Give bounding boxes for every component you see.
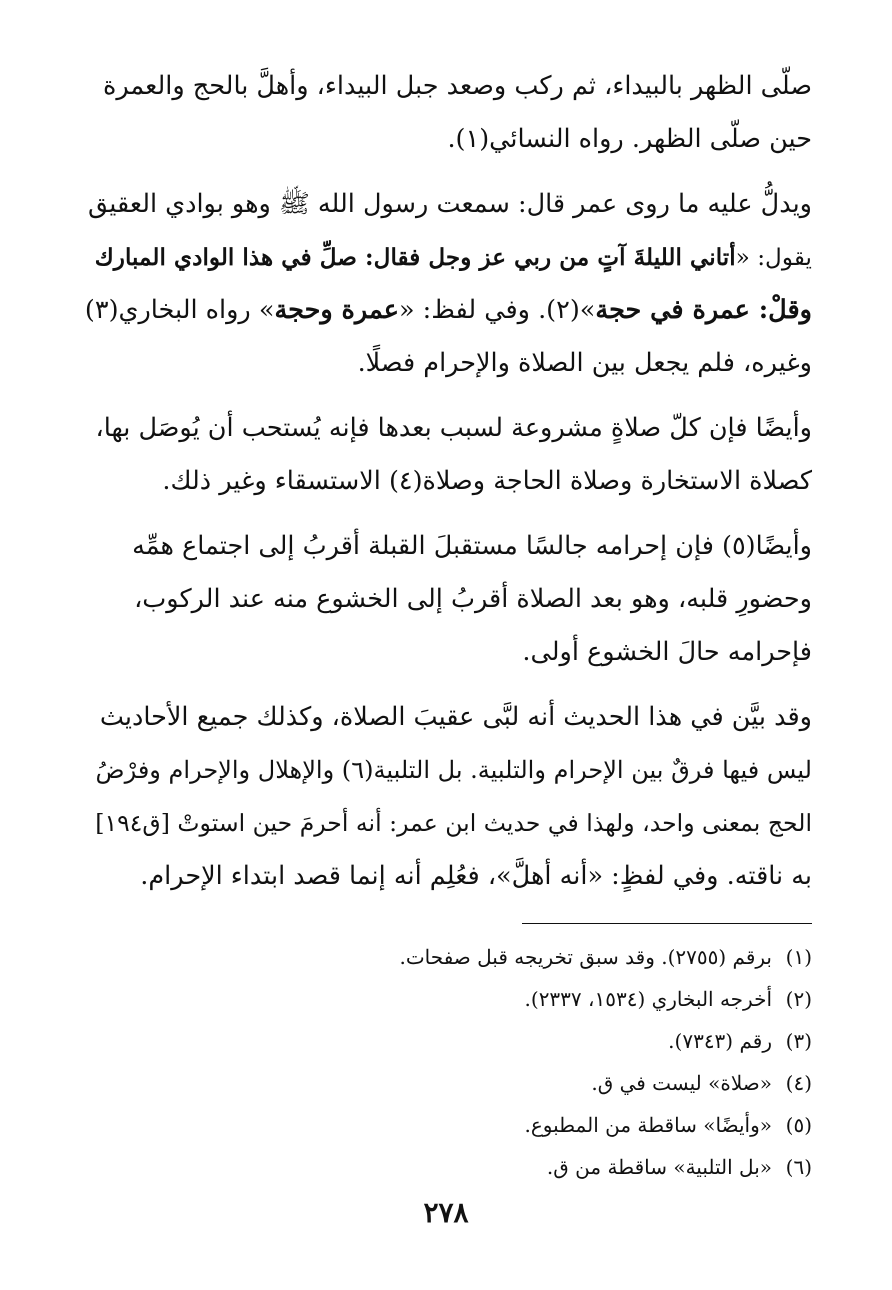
footnote-text: «صلاة» ليست في ق.	[591, 1071, 772, 1095]
text-segment: حين صلّى الظهر. رواه النسائي(١).	[447, 124, 812, 154]
footnote	[80, 1104, 812, 1146]
paragraph	[80, 178, 812, 390]
footnotes	[80, 936, 812, 1188]
footnote-number: (٥)	[785, 1113, 812, 1137]
footnote-text: أخرجه البخاري (١٥٣٤، ٢٣٣٧).	[524, 987, 772, 1011]
text-line	[80, 178, 812, 231]
text-line	[80, 231, 812, 284]
text-segment: يقول: «	[735, 244, 812, 271]
footnote-text: رقم (٧٣٤٣).	[668, 1029, 772, 1053]
paragraph	[80, 520, 812, 679]
text-line	[80, 284, 812, 337]
text-segment: »(٢). وفي لفظ: «	[398, 295, 596, 325]
text-line	[80, 113, 812, 166]
text-segment: وغيره، فلم يجعل بين الصلاة والإحرام فصلًا.	[357, 348, 812, 378]
text-segment: ليس فيها فرقٌ بين الإحرام والتلبية. بل التلبية(٦) والإهلال والإحرام وفرْضُ	[95, 756, 812, 784]
footnote-number: (١)	[785, 945, 812, 969]
footnote	[80, 978, 812, 1020]
text-segment: فإحرامه حالَ الخشوع أولى.	[522, 637, 812, 667]
text-line	[80, 573, 812, 626]
page-number: ٢٧٨	[423, 1196, 469, 1229]
text-line	[80, 402, 812, 455]
text-line	[80, 337, 812, 390]
hadith-text: أتاني الليلةَ آتٍ من ربي عز وجل فقال: صلِّ في هذا الوادي المبارك	[94, 244, 736, 271]
text-segment: كصلاة الاستخارة وصلاة الحاجة وصلاة(٤) الاستسقاء وغير ذلك.	[162, 466, 812, 496]
text-line	[80, 850, 812, 903]
footnote	[80, 1020, 812, 1062]
text-segment: به ناقته. وفي لفظٍ: «أنه أهلَّ»، فعُلِم أنه إنما قصد ابتداء الإحرام.	[140, 861, 812, 891]
footnote	[80, 936, 812, 978]
text-segment: » رواه البخاري(٣)	[84, 295, 275, 325]
text-line	[80, 691, 812, 744]
text-line	[80, 744, 812, 797]
paragraph	[80, 402, 812, 508]
text-segment: ويدلُّ عليه ما روى عمر قال: سمعت رسول الله ﷺ وهو بوادي العقيق	[88, 189, 812, 219]
text-segment: وأيضًا فإن كلّ صلاةٍ مشروعة لسبب بعدها فإنه يُستحب أن يُوصَل بها،	[95, 413, 812, 443]
footnote	[80, 1146, 812, 1188]
footnote-number: (٦)	[785, 1155, 812, 1179]
text-segment: صلّى الظهر بالبيداء، ثم ركب وصعد جبل البيداء، وأهلَّ بالحج والعمرة	[103, 71, 812, 101]
footnote	[80, 1062, 812, 1104]
footnote-number: (٤)	[785, 1071, 812, 1095]
text-line	[80, 626, 812, 679]
hadith-text: عمرة وحجة	[274, 295, 399, 325]
text-segment: الحج بمعنى واحد، ولهذا في حديث ابن عمر: أنه أحرمَ حين استوتْ [ق١٩٤]	[95, 809, 812, 837]
footnote-text: «وأيضًا» ساقطة من المطبوع.	[524, 1113, 772, 1137]
footnote-number: (٣)	[785, 1029, 812, 1053]
text-line	[80, 60, 812, 113]
paragraph	[80, 691, 812, 903]
footnote-number: (٢)	[785, 987, 812, 1011]
text-segment: وقد بيَّن في هذا الحديث أنه لبَّى عقيبَ الصلاة، وكذلك جميع الأحاديث	[99, 702, 812, 732]
footnote-text: برقم (٢٧٥٥). وقد سبق تخريجه قبل صفحات.	[399, 945, 772, 969]
footnote-separator	[522, 923, 812, 924]
text-segment: وأيضًا(٥) فإن إحرامه جالسًا مستقبلَ القبلة أقربُ إلى اجتماع همِّه	[132, 531, 812, 561]
paragraph	[80, 60, 812, 166]
footnote-text: «بل التلبية» ساقطة من ق.	[546, 1155, 772, 1179]
hadith-text: وقلْ: عمرة في حجة	[595, 295, 812, 325]
text-segment: وحضورِ قلبه، وهو بعد الصلاة أقربُ إلى الخشوع منه عند الركوب،	[134, 584, 812, 614]
text-line	[80, 797, 812, 850]
body-text	[80, 60, 812, 903]
text-line	[80, 520, 812, 573]
text-line	[80, 455, 812, 508]
